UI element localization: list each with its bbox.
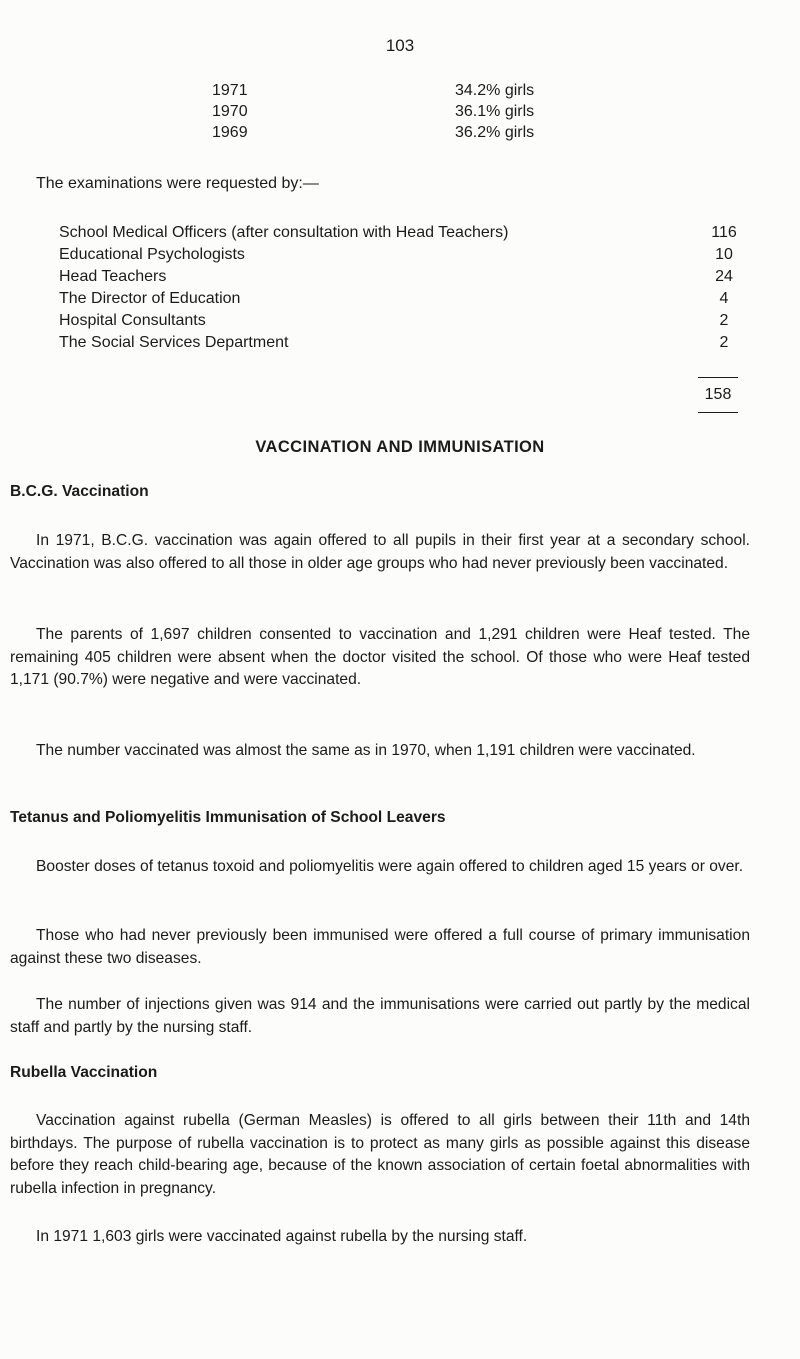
requester-count: 4: [719, 290, 729, 307]
requested-by-intro: The examinations were requested by:—: [36, 175, 319, 192]
requester-name: The Social Services Department: [59, 334, 289, 351]
requester-name: School Medical Officers (after consultation with Head Teachers): [59, 224, 509, 241]
requester-row: [59, 332, 739, 354]
total-rule-top: [698, 377, 738, 378]
requesters-total: 158: [704, 386, 732, 403]
requesters-table: [59, 222, 739, 354]
percent-cell: 36.2% girls: [455, 124, 535, 141]
requester-row: [59, 288, 739, 310]
requester-row: [59, 244, 739, 266]
year-cell: 1971: [212, 82, 248, 99]
bcg-paragraph-2: The parents of 1,697 children consented to vaccination and 1,291 children were Heaf tested. The remaining 405 children were absent when the doctor visited the school. Of those who were Heaf tested 1,171 (90.7%) were negative and were vaccinated.: [10, 626, 750, 688]
girls-percentage-table: [212, 80, 572, 143]
total-rule-bottom: [698, 412, 738, 413]
bcg-paragraph-1: In 1971, B.C.G. vaccination was again offered to all pupils in their first year at a secondary school. Vaccination was also offered to all those in older age groups who had never previously been vaccinated.: [10, 532, 750, 572]
percent-cell: 34.2% girls: [455, 82, 535, 99]
page-number: 103: [385, 36, 415, 55]
year-row: [212, 101, 572, 122]
year-cell: 1969: [212, 124, 248, 141]
year-row: [212, 80, 572, 101]
rubella-heading: Rubella Vaccination: [10, 1064, 158, 1081]
requester-row: [59, 222, 739, 244]
requester-row: [59, 310, 739, 332]
section-title: VACCINATION AND IMMUNISATION: [255, 438, 545, 456]
requester-name: The Director of Education: [59, 290, 241, 307]
tetanus-paragraph-3: The number of injections given was 914 and the immunisations were carried out partly by the medical staff and partly by the nursing staff.: [10, 996, 750, 1036]
rubella-paragraph-2: In 1971 1,603 girls were vaccinated against rubella by the nursing staff.: [36, 1228, 528, 1245]
bcg-paragraph-3: The number vaccinated was almost the same as in 1970, when 1,191 children were vaccinated.: [36, 742, 696, 759]
year-row: [212, 122, 572, 143]
bcg-heading: B.C.G. Vaccination: [10, 483, 149, 500]
requester-name: Educational Psychologists: [59, 246, 245, 263]
tetanus-paragraph-2: Those who had never previously been immunised were offered a full course of primary immunisation against these two diseases.: [10, 927, 750, 967]
percent-cell: 36.1% girls: [455, 103, 535, 120]
year-cell: 1970: [212, 103, 248, 120]
tetanus-heading: Tetanus and Poliomyelitis Immunisation of School Leavers: [10, 809, 446, 826]
requester-name: Hospital Consultants: [59, 312, 206, 329]
requester-count: 10: [715, 246, 733, 263]
rubella-paragraph-1: Vaccination against rubella (German Measles) is offered to all girls between their 11th and 14th birthdays. The purpose of rubella vaccination is to protect as many girls as possible against this disease before they reach child-bearing age, because of the known association of certain foetal abnormalities with rubella infection in pregnancy.: [10, 1112, 750, 1197]
requester-count: 116: [711, 224, 737, 241]
requester-count: 24: [715, 268, 733, 285]
requester-row: [59, 266, 739, 288]
requester-count: 2: [719, 334, 729, 351]
requester-name: Head Teachers: [59, 268, 167, 285]
requester-count: 2: [719, 312, 729, 329]
tetanus-paragraph-1: Booster doses of tetanus toxoid and poliomyelitis were again offered to children aged 15 years or over.: [36, 858, 744, 875]
